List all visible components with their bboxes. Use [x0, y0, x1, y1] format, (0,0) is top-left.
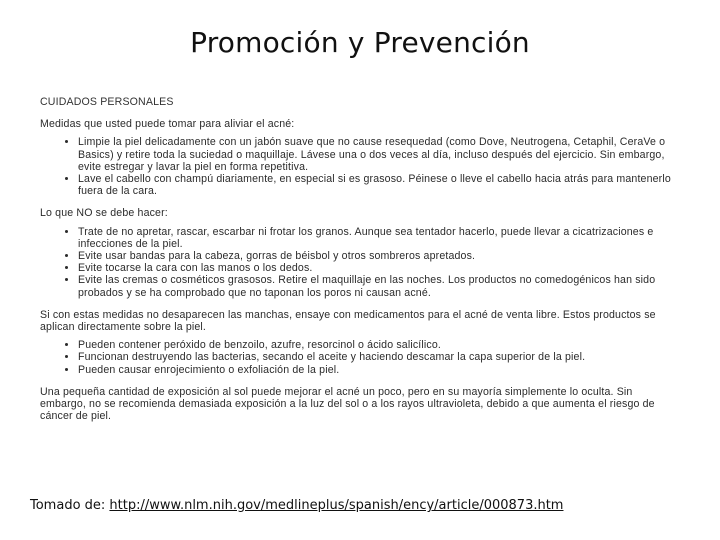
list-item: • Pueden causar enrojecimiento o exfoliación de la piel.: [78, 364, 672, 376]
list-item: • Evite las cremas o cosméticos grasosos. Retire el maquillaje en las noches. Los productos no comedogénicos han sido probados y se ha comprobado que no taponan los poros ni causan acné.: [78, 274, 672, 298]
list-item: • Limpie la piel delicadamente con un jabón suave que no cause resequedad (como Dove, Neutrogena, Cetaphil, CeraVe o Basics) y retire toda la suciedad o maquillaje. Lávese una o dos veces al día, incluso después del ejercicio. Sin embargo, evite estregar y lavar la piel en forma repetitiva.: [78, 136, 672, 173]
list-item: • Funcionan destruyendo las bacterias, secando el aceite y haciendo descamar la capa superior de la piel.: [78, 351, 672, 363]
list-item: • Pueden contener peróxido de benzoilo, azufre, resorcinol o ácido salicílico.: [78, 339, 672, 351]
source-label: Tomado de:: [30, 498, 110, 513]
do-list: [40, 136, 672, 197]
list-item: • Trate de no apretar, rascar, escarbar ni frotar los granos. Aunque sea tentador hacerlo, puede llevar a cicatrizaciones e infecciones de la piel.: [78, 226, 672, 250]
sun-paragraph: Una pequeña cantidad de exposición al sol puede mejorar el acné un poco, pero en su mayoría simplemente lo oculta. Sin embargo, no se recomienda demasiada exposición a la luz del sol o a los rayos ultravioleta, debido a que aumenta el riesgo de cáncer de piel.: [40, 385, 655, 423]
source-citation: [30, 498, 563, 513]
otc-paragraph: Si con estas medidas no desaparecen las manchas, ensaye con medicamentos para el acné de venta libre. Estos productos se aplican directamente sobre la piel.: [40, 308, 656, 334]
intro-paragraph: Medidas que usted puede tomar para aliviar el acné:: [40, 118, 295, 131]
article-screenshot: [40, 96, 672, 480]
dont-list: [40, 226, 672, 299]
section-heading: CUIDADOS PERSONALES: [40, 96, 174, 108]
source-link[interactable]: http://www.nlm.nih.gov/medlineplus/spanish/ency/article/000873.htm: [109, 498, 564, 513]
list-item: • Evite tocarse la cara con las manos o los dedos.: [78, 262, 672, 274]
otc-list: [40, 339, 672, 376]
list-item: • Evite usar bandas para la cabeza, gorras de béisbol y otros sombreros apretados.: [78, 250, 672, 262]
dont-heading: Lo que NO se debe hacer:: [40, 207, 168, 220]
list-item: • Lave el cabello con champú diariamente, en especial si es grasoso. Péinese o lleve el cabello hacia atrás para mantenerlo fuera de la cara.: [78, 173, 672, 197]
slide-title: Promoción y Prevención: [190, 26, 530, 59]
